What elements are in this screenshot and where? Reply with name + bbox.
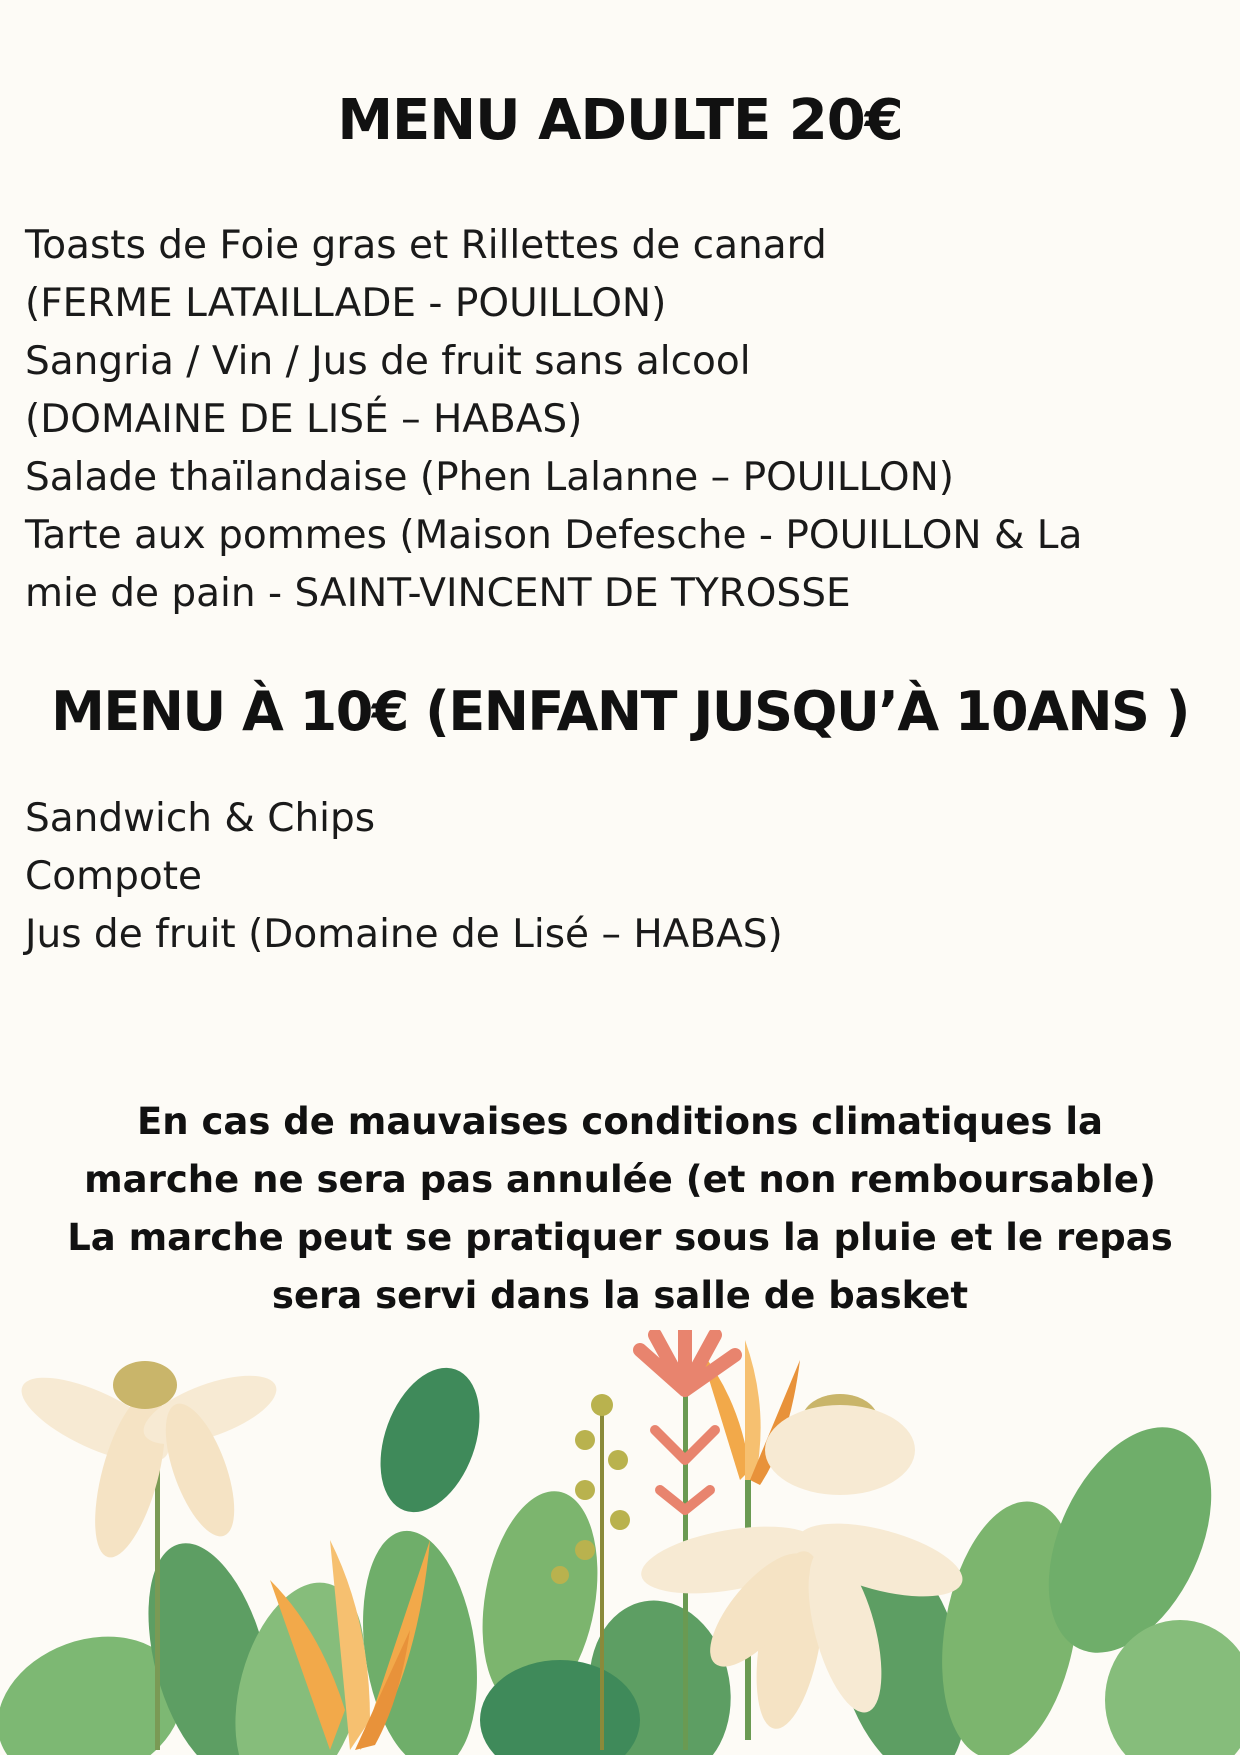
child-menu-list: [25, 790, 1225, 964]
notice-line: La marche peut se pratiquer sous la pluie et le repas: [67, 1216, 1173, 1259]
notice-line: sera servi dans la salle de basket: [271, 1274, 969, 1317]
adult-menu-title: MENU ADULTE 20€: [337, 88, 903, 153]
list-item: (DOMAINE DE LISÉ – HABAS): [25, 397, 583, 442]
list-item: Salade thaïlandaise (Phen Lalanne – POUILLON): [25, 455, 954, 500]
list-item: (FERME LATAILLADE - POUILLON): [25, 281, 667, 326]
list-item: Sangria / Vin / Jus de fruit sans alcool: [25, 339, 751, 384]
list-item: Sandwich & Chips: [25, 796, 376, 841]
weather-notice: [40, 1093, 1200, 1325]
list-item: Compote: [25, 854, 202, 899]
notice-line: marche ne sera pas annulée (et non remboursable): [84, 1158, 1156, 1201]
notice-line: En cas de mauvaises conditions climatiques la: [137, 1100, 1103, 1143]
list-item: Tarte aux pommes (Maison Defesche - POUILLON & La: [25, 513, 1083, 558]
list-item: mie de pain - SAINT-VINCENT DE TYROSSE: [25, 571, 851, 616]
child-menu-title: MENU À 10€ (ENFANT JUSQU’À 10ANS ): [51, 680, 1189, 743]
adult-menu-list: [25, 217, 1225, 623]
list-item: Jus de fruit (Domaine de Lisé – HABAS): [25, 912, 783, 957]
flower-illustration: [0, 1330, 1240, 1755]
list-item: Toasts de Foie gras et Rillettes de canard: [25, 223, 827, 268]
